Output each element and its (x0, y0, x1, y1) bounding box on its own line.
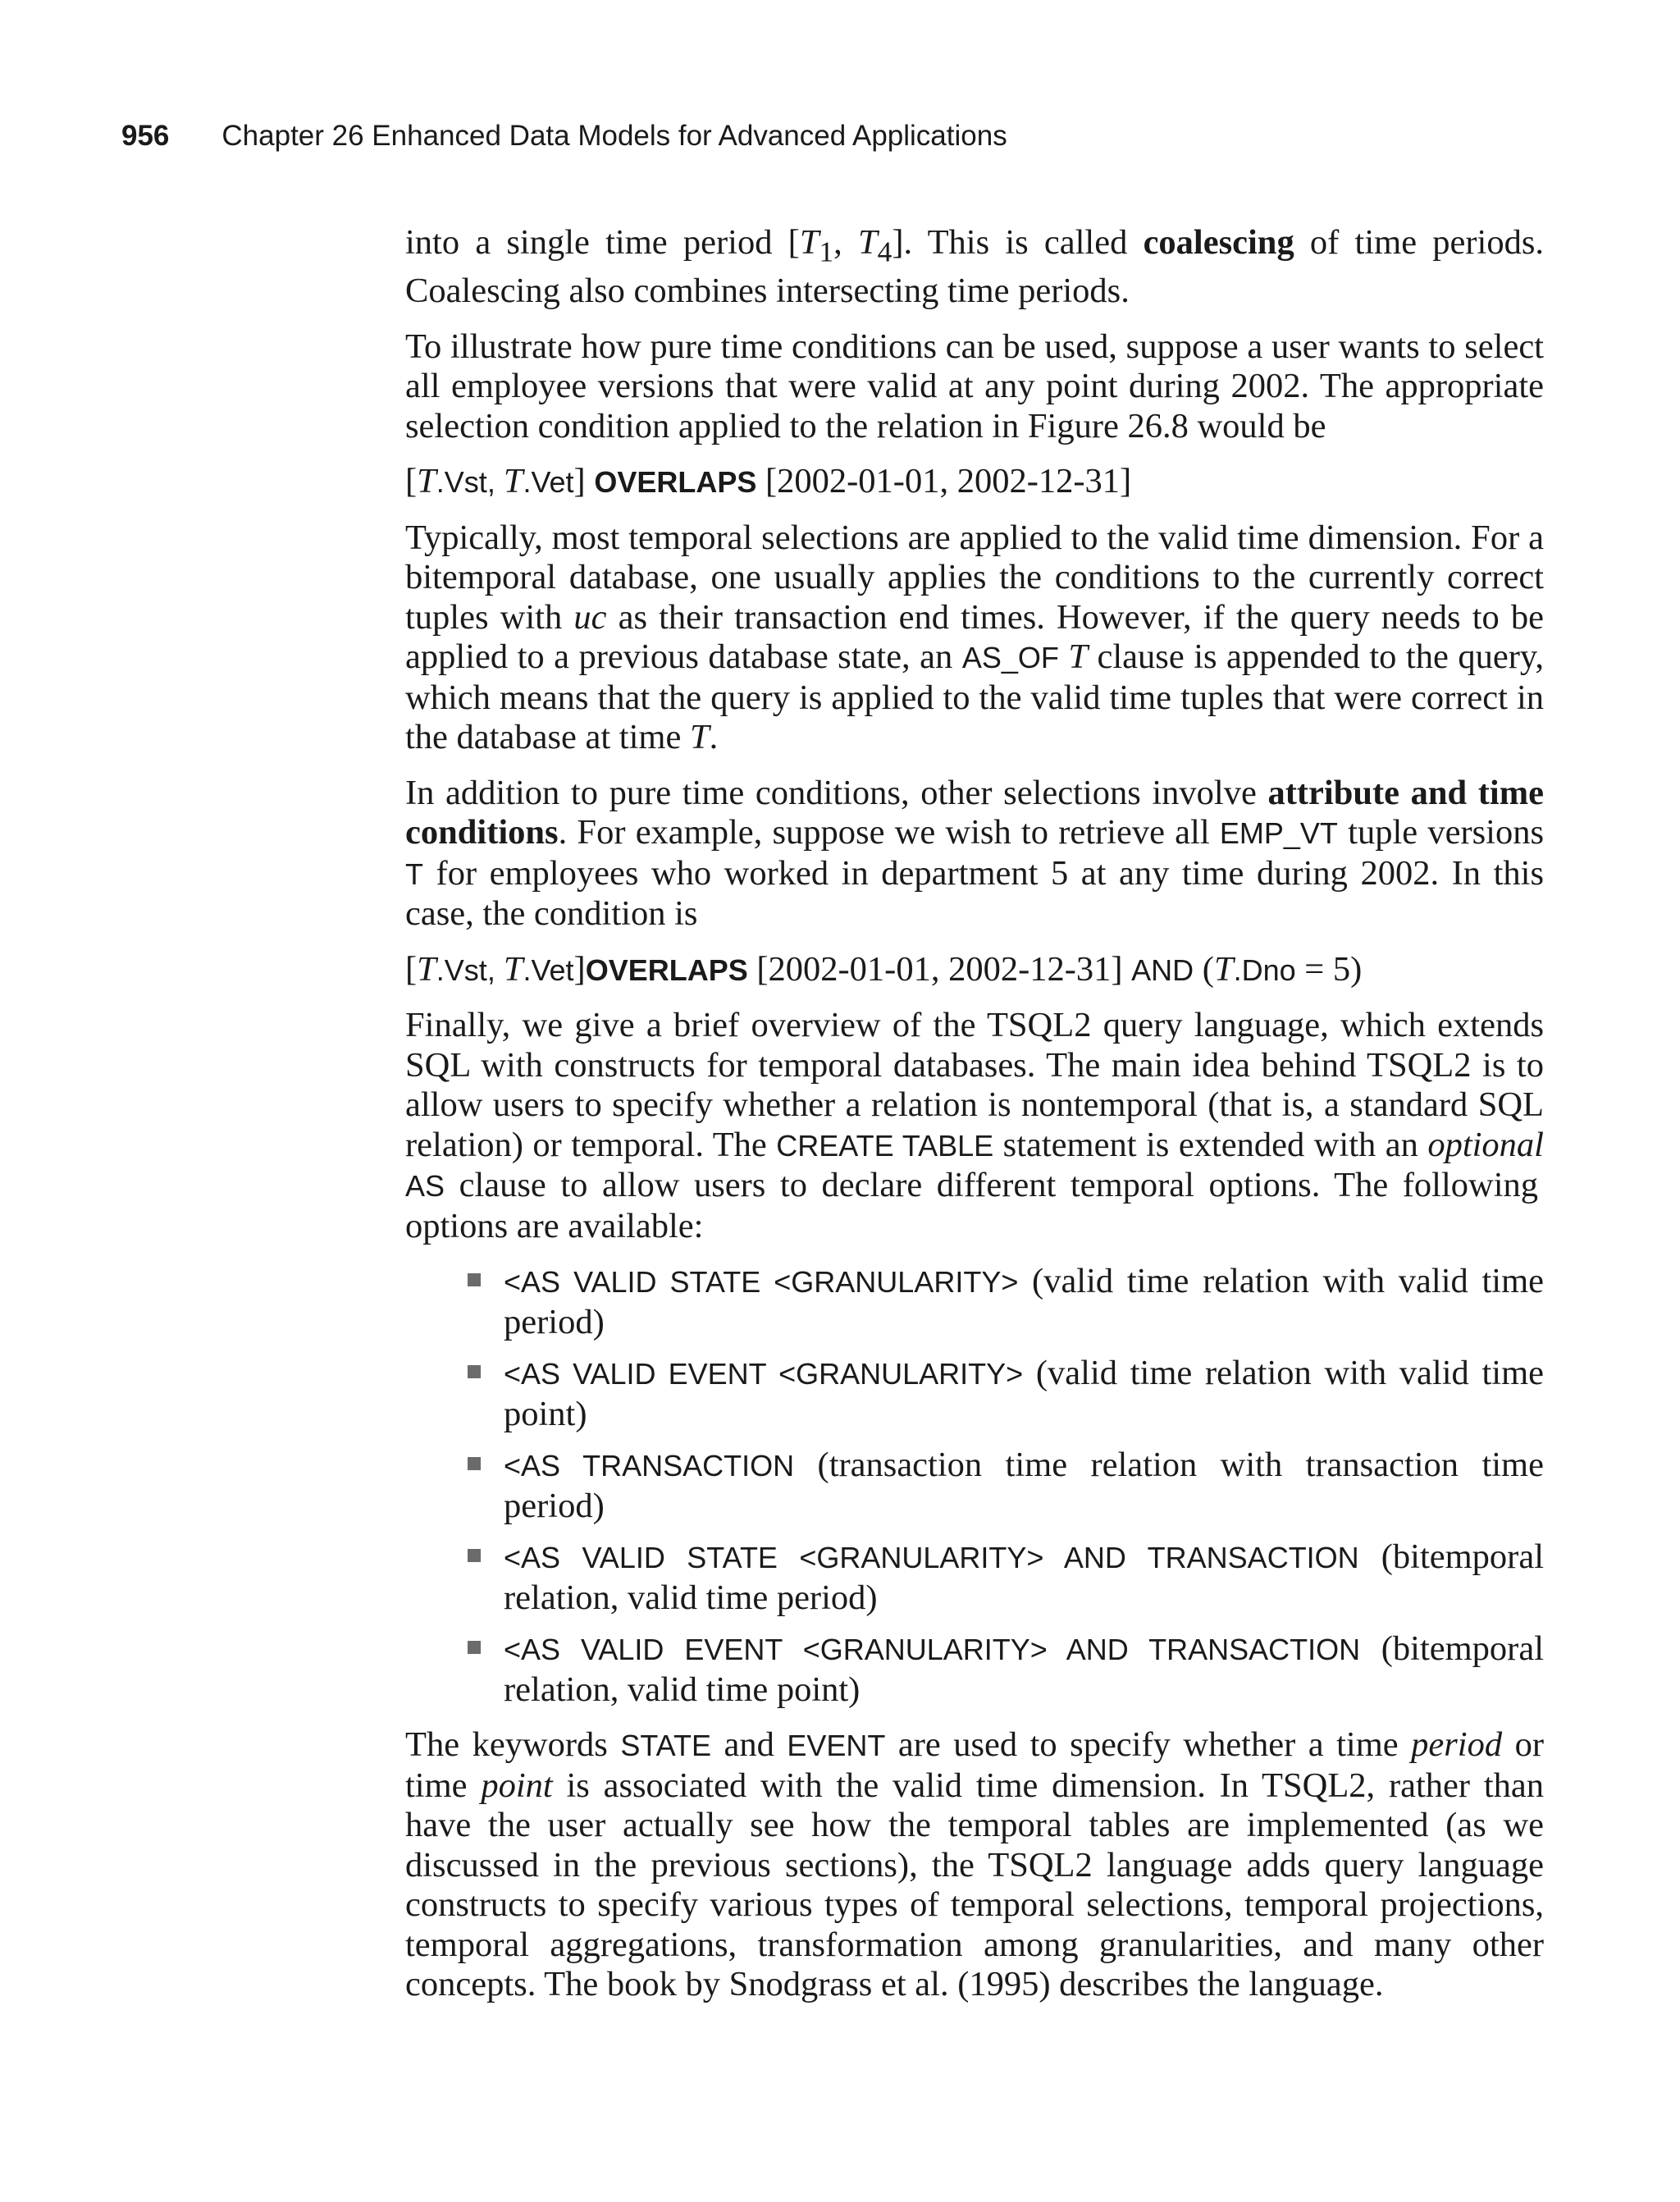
page-header (121, 118, 1559, 154)
text-run: [2002-01-01, 2002-12-31] (756, 462, 1132, 500)
text-run: or time (405, 1725, 1544, 1805)
option-code: <AS VALID EVENT <GRANULARITY> AND TRANSACTION (504, 1633, 1361, 1666)
code-emp-vt: EMP_VT (1219, 816, 1338, 850)
keyword-as-of: AS_OF (961, 641, 1059, 674)
option-description: (transaction time relation with transaction time period) (504, 1446, 1544, 1525)
text-run: [ (405, 462, 418, 500)
square-bullet-icon (468, 1549, 481, 1562)
var-t: T (503, 462, 523, 500)
body-text (405, 223, 1544, 2021)
list-item (405, 1446, 1544, 1526)
option-description: (valid time relation with valid time point) (504, 1354, 1545, 1433)
var-t: T (417, 462, 436, 500)
square-bullet-icon (468, 1365, 481, 1378)
text-run: is associated with the valid time dimension. In TSQL2, rather than have the user actually see how the temporal tables are implemented (as we discussed in the previous sections), the TSQL2 language adds query language constructs to specify various types of temporal selections, temporal projections, temporal aggregations, transformation among granularities, and many other concepts. The book by Snodgrass et al. (1995) describes the language. (405, 1766, 1544, 2003)
text-run: and (710, 1725, 788, 1764)
term-optional: optional (1427, 1125, 1544, 1164)
code-run: .Vet (523, 465, 574, 499)
keyword-and: AND (1131, 953, 1194, 987)
var-t: T (799, 223, 819, 262)
keyword-as: AS (405, 1169, 445, 1203)
code-run: .Dno (1233, 953, 1296, 987)
square-bullet-icon (468, 1273, 481, 1286)
text-run: = 5) (1295, 949, 1363, 989)
code-run: .Vet (523, 953, 574, 987)
option-code: <AS VALID STATE <GRANULARITY> (504, 1265, 1019, 1299)
text-run: ]. This is called (892, 223, 1144, 262)
option-code: <AS TRANSACTION (504, 1449, 795, 1482)
square-bullet-icon (468, 1641, 481, 1654)
keyword-overlaps: OVERLAPS (594, 465, 757, 499)
var-t: T (417, 949, 436, 989)
term-coalescing: coalescing (1143, 223, 1294, 262)
list-item (405, 1629, 1544, 1710)
chapter-title: Chapter 26 Enhanced Data Models for Advanced Applications (221, 120, 1007, 152)
code-run: .Vst, (436, 953, 504, 987)
square-bullet-icon (468, 1457, 481, 1470)
text-run: ( (1194, 949, 1214, 989)
var-t: T (503, 949, 523, 989)
page-number: 956 (121, 120, 170, 152)
text-run: statement is extended with an (993, 1125, 1428, 1164)
paragraph-tsql2 (405, 1006, 1544, 1246)
text-run: into a single time period [ (405, 223, 800, 262)
keyword-overlaps: OVERLAPS (585, 953, 748, 987)
code-run: .Vst, (436, 465, 504, 499)
formula-overlaps (405, 462, 1544, 503)
text-run: ] (573, 949, 586, 989)
var-t: T (858, 223, 878, 262)
text-run: The keywords (405, 1725, 621, 1764)
term-uc: uc (573, 597, 607, 637)
text-run: clause to allow users to declare different temporal options. The following options are available: (405, 1166, 1539, 1245)
text-run: Finally, we give a brief overview of the TSQL2 query language, which extends SQL with constructs for temporal databases. The main idea behind TSQL2 is to allow users to specify whether a relation is nontemporal (that is, a standard SQL relation) or temporal. The (405, 1006, 1544, 1164)
text-run: Typically, most temporal selections are applied to the valid time dimension. For a bitemporal database, one usually applies the conditions to the currently correct tuples with (405, 518, 1544, 637)
list-item (405, 1537, 1544, 1618)
paragraph-pure-time: To illustrate how pure time conditions can be used, suppose a user wants to select all employee versions that were valid at any point during 2002. The appropriate selection condition applied to the relation in Figure 26.8 would be (405, 327, 1544, 445)
text-run: In addition to pure time conditions, other selections involve (405, 773, 1268, 812)
text-run: . For example, suppose we wish to retrieve all (558, 813, 1220, 852)
keyword-state: STATE (620, 1729, 711, 1762)
text-run: clause is appended to the query, which means that the query is applied to the valid time tuples that were correct in the database at time (405, 637, 1544, 756)
var-t: T (1058, 637, 1088, 676)
formula-overlaps-and (405, 950, 1544, 991)
paragraph-temporal-selections (405, 519, 1544, 758)
options-list (405, 1262, 1544, 1710)
paragraph-coalescing (405, 223, 1544, 312)
list-item (405, 1262, 1544, 1342)
subscript: 1 (819, 235, 834, 268)
option-code: <AS VALID STATE <GRANULARITY> AND TRANSACTION (504, 1541, 1359, 1574)
list-item (405, 1354, 1544, 1434)
term-point: point (481, 1766, 553, 1805)
text-run: tuple versions (1337, 813, 1544, 852)
term-period: period (1411, 1725, 1503, 1764)
text-run: [2002-01-01, 2002-12-31] (747, 949, 1132, 989)
text-run: for employees who worked in department 5 at any time during 2002. In this case, the condition is (405, 853, 1544, 933)
paragraph-keywords (405, 1725, 1544, 2005)
var-t: T (689, 718, 710, 756)
text-run: ] (573, 462, 595, 500)
option-code: <AS VALID EVENT <GRANULARITY> (504, 1357, 1024, 1391)
subscript: 4 (877, 235, 892, 268)
var-t: T (1213, 949, 1234, 989)
text-run: of time periods. Coalescing also combines intersecting time periods. (405, 223, 1545, 310)
option-description: (bitemporal relation, valid time point) (504, 1629, 1545, 1709)
text-run: . (709, 718, 719, 756)
keyword-event: EVENT (787, 1729, 886, 1762)
option-description: (valid time relation with valid time period) (504, 1262, 1544, 1341)
text-run: are used to specify whether a time (885, 1725, 1412, 1764)
option-description: (bitemporal relation, valid time period) (504, 1537, 1544, 1617)
text-run: as their transaction end times. However, if the query needs to be applied to a previous database state, an (405, 597, 1544, 676)
text-run: [ (405, 949, 418, 989)
text-run: , (833, 223, 858, 262)
term-attribute-time: attribute and time conditions (405, 773, 1544, 852)
paragraph-attribute-conditions (405, 774, 1544, 934)
code-t: T (405, 857, 423, 891)
keyword-create-table: CREATE TABLE (776, 1128, 994, 1163)
